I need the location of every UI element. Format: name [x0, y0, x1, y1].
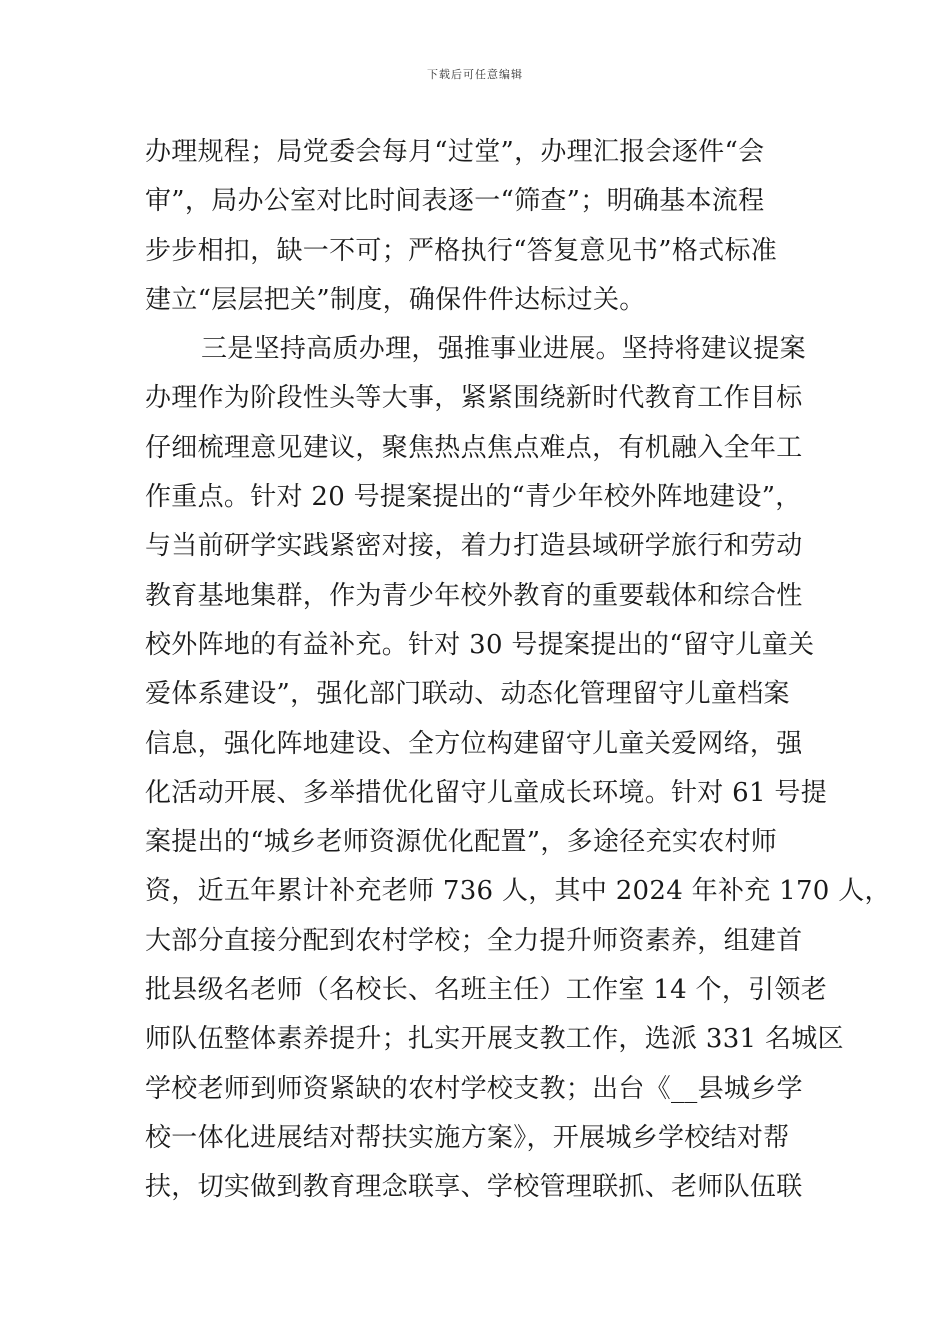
text-line: 审”，局办公室对比时间表逐一“筛查”；明确基本流程: [145, 186, 765, 217]
text-line: 校一体化进展结对帮扶实施方案》，开展城乡学校结对帮: [145, 1122, 790, 1153]
text-line: 教育基地集群，作为青少年校外教育的重要载体和综合性: [145, 580, 803, 611]
text-line: 与当前研学实践紧密对接，着力打造县域研学旅行和劳动: [145, 531, 803, 562]
text-line: 仔细梳理意见建议，聚焦热点焦点难点，有机融入全年工: [145, 432, 803, 463]
text-line: 案提出的“城乡老师资源优化配置”，多途径充实农村师: [145, 827, 778, 858]
page-header: 下载后可任意编辑: [427, 68, 523, 81]
text-line: 爱体系建设”，强化部门联动、动态化管理留守儿童档案: [145, 679, 790, 710]
text-line: 资，近五年累计补充老师 736 人，其中 2024 年补充 170 人，: [145, 876, 891, 907]
text-line: 校外阵地的有益补充。针对 30 号提案提出的“留守儿童关: [145, 629, 815, 660]
text-line: 扶，切实做到教育理念联享、学校管理联抓、老师队伍联: [145, 1172, 803, 1203]
text-line: 大部分直接分配到农村学校；全力提升师资素养，组建首: [145, 925, 803, 956]
text-line: 办理作为阶段性头等大事，紧紧围绕新时代教育工作目标: [145, 383, 803, 414]
document-body: [145, 128, 891, 1213]
paragraph-start-line: 三是坚持高质办理，强推事业进展。坚持将建议提案: [201, 334, 806, 365]
text-line: 化活动开展、多举措优化留守儿童成长环境。针对 61 号提: [145, 777, 828, 808]
text-line: 批县级名老师（名校长、名班主任）工作室 14 个，引领老: [145, 975, 828, 1006]
text-line: 办理规程；局党委会每月“过堂”，办理汇报会逐件“会: [145, 137, 765, 167]
text-line: 师队伍整体素养提升；扎实开展支教工作，选派 331 名城区: [145, 1024, 844, 1055]
text-line: 信息，强化阵地建设、全方位构建留守儿童关爱网络，强: [145, 728, 803, 759]
text-line: 作重点。针对 20 号提案提出的“青少年校外阵地建设”，: [145, 482, 802, 513]
text-line: 学校老师到师资紧缺的农村学校支教；出台《__县城乡学: [145, 1073, 803, 1104]
text-line: 步步相扣，缺一不可；严格执行“答复意见书”格式标准: [145, 235, 778, 266]
text-line: 建立“层层把关”制度，确保件件达标过关。: [145, 284, 646, 315]
